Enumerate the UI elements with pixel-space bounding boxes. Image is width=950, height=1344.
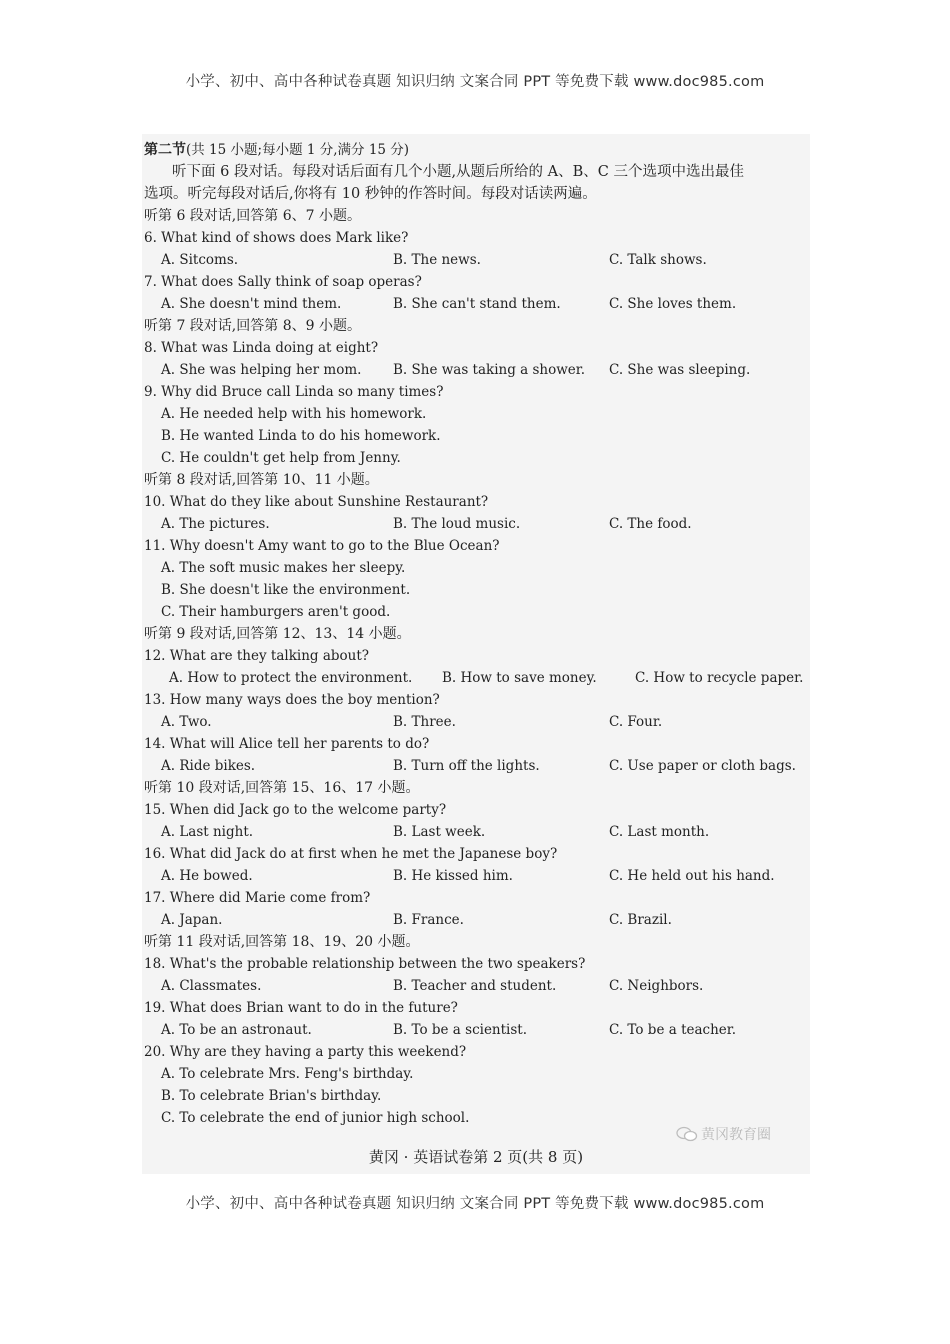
answer-option: A. Two. xyxy=(161,714,212,730)
answer-option: A. He bowed. xyxy=(161,868,253,884)
section-title: 第二节 xyxy=(144,142,186,158)
answer-option: C. Brazil. xyxy=(609,912,672,928)
answer-option: B. She was taking a shower. xyxy=(393,362,586,378)
question-stem: 11. Why doesn't Amy want to go to the Blue Ocean? xyxy=(144,538,500,554)
answer-option: C. She loves them. xyxy=(609,296,737,312)
question-stem: 10. What do they like about Sunshine Restaurant? xyxy=(144,494,489,510)
answer-option: C. Use paper or cloth bags. xyxy=(609,758,796,774)
answer-option: A. The soft music makes her sleepy. xyxy=(161,560,406,576)
answer-option: A. The pictures. xyxy=(161,516,270,532)
answer-option: C. She was sleeping. xyxy=(609,362,751,378)
dialogue-group-heading: 听第 11 段对话,回答第 18、19、20 小题。 xyxy=(144,934,420,950)
question-stem: 14. What will Alice tell her parents to do? xyxy=(144,736,430,752)
answer-option: C. Neighbors. xyxy=(609,978,704,994)
question-stem: 13. How many ways does the boy mention? xyxy=(144,692,440,708)
question-stem: 6. What kind of shows does Mark like? xyxy=(144,230,409,246)
dialogue-group-heading: 听第 7 段对话,回答第 8、9 小题。 xyxy=(144,318,361,334)
answer-option: B. Last week. xyxy=(393,824,486,840)
question-stem: 15. When did Jack go to the welcome party? xyxy=(144,802,447,818)
answer-option: C. Their hamburgers aren't good. xyxy=(161,604,391,620)
dialogue-group-heading: 听第 6 段对话,回答第 6、7 小题。 xyxy=(144,208,361,224)
answer-options-row xyxy=(144,821,808,843)
answer-option: A. Ride bikes. xyxy=(161,758,256,774)
answer-option: A. Last night. xyxy=(161,824,254,840)
question-stem: 9. Why did Bruce call Linda so many times? xyxy=(144,384,444,400)
watermark-text: 黄冈教育圈 xyxy=(701,1127,771,1143)
answer-option: B. Three. xyxy=(393,714,456,730)
answer-options-row xyxy=(144,975,808,997)
section-heading xyxy=(144,139,808,161)
answer-option: C. To be a teacher. xyxy=(609,1022,737,1038)
answer-options-row xyxy=(144,1019,808,1041)
wechat-icon xyxy=(676,1126,698,1146)
answer-option: A. She doesn't mind them. xyxy=(161,296,342,312)
question-stem: 20. Why are they having a party this weekend? xyxy=(144,1044,467,1060)
answer-option: C. The food. xyxy=(609,516,692,532)
dialogue-group-heading: 听第 9 段对话,回答第 12、13、14 小题。 xyxy=(144,626,411,642)
question-groups xyxy=(144,205,808,1129)
question-stem: 7. What does Sally think of soap operas? xyxy=(144,274,422,290)
question-stem: 16. What did Jack do at first when he met the Japanese boy? xyxy=(144,846,558,862)
answer-option: A. How to protect the environment. xyxy=(169,670,413,686)
answer-option: A. To be an astronaut. xyxy=(161,1022,312,1038)
instructions-line-2: 选项。听完每段对话后,你将有 10 秒钟的作答时间。每段对话读两遍。 xyxy=(144,186,597,202)
answer-option: A. Classmates. xyxy=(161,978,262,994)
answer-option: A. Sitcoms. xyxy=(161,252,239,268)
download-banner-bottom: 小学、初中、高中各种试卷真题 知识归纳 文案合同 PPT 等免费下载 www.doc985.com xyxy=(185,1196,765,1212)
question-stem: 17. Where did Marie come from? xyxy=(144,890,371,906)
answer-option: B. To be a scientist. xyxy=(393,1022,528,1038)
answer-options-row xyxy=(144,513,808,535)
answer-options-row xyxy=(144,909,808,931)
question-stem: 8. What was Linda doing at eight? xyxy=(144,340,379,356)
answer-option: C. He held out his hand. xyxy=(609,868,775,884)
answer-options-row xyxy=(144,667,808,689)
question-stem: 12. What are they talking about? xyxy=(144,648,369,664)
answer-option: B. Teacher and student. xyxy=(393,978,557,994)
answer-option: B. To celebrate Brian's birthday. xyxy=(161,1088,382,1104)
answer-option: C. He couldn't get help from Jenny. xyxy=(161,450,401,466)
answer-options-row xyxy=(144,249,808,271)
answer-option: C. Last month. xyxy=(609,824,710,840)
download-banner-top: 小学、初中、高中各种试卷真题 知识归纳 文案合同 PPT 等免费下载 www.doc985.com xyxy=(185,74,765,90)
answer-option: A. Japan. xyxy=(161,912,223,928)
answer-option: C. To celebrate the end of junior high school. xyxy=(161,1110,470,1126)
answer-option: B. He kissed him. xyxy=(393,868,513,884)
dialogue-group-heading: 听第 10 段对话,回答第 15、16、17 小题。 xyxy=(144,780,420,796)
answer-option: C. How to recycle paper. xyxy=(635,670,804,686)
answer-options-row xyxy=(144,755,808,777)
answer-option: B. How to save money. xyxy=(442,670,597,686)
dialogue-group-heading: 听第 8 段对话,回答第 10、11 小题。 xyxy=(144,472,379,488)
answer-option: B. The news. xyxy=(393,252,481,268)
answer-option: B. France. xyxy=(393,912,464,928)
answer-option: C. Talk shows. xyxy=(609,252,707,268)
answer-options-row xyxy=(144,865,808,887)
watermark xyxy=(676,1124,771,1146)
answer-option: A. To celebrate Mrs. Feng's birthday. xyxy=(161,1066,414,1082)
answer-option: C. Four. xyxy=(609,714,663,730)
answer-option: B. Turn off the lights. xyxy=(393,758,540,774)
answer-option: B. She doesn't like the environment. xyxy=(161,582,411,598)
page-footer: 黄冈 · 英语试卷第 2 页(共 8 页) xyxy=(368,1148,584,1166)
answer-options-row xyxy=(144,359,808,381)
answer-option: A. She was helping her mom. xyxy=(161,362,362,378)
question-stem: 18. What's the probable relationship between the two speakers? xyxy=(144,956,586,972)
answer-options-row xyxy=(144,293,808,315)
answer-option: A. He needed help with his homework. xyxy=(161,406,427,422)
exam-content xyxy=(144,139,808,1129)
answer-option: B. The loud music. xyxy=(393,516,521,532)
instructions-line-1: 听下面 6 段对话。每段对话后面有几个小题,从题后所给的 A、B、C 三个选项中选出最佳 xyxy=(172,164,744,180)
question-stem: 19. What does Brian want to do in the future? xyxy=(144,1000,458,1016)
answer-options-row xyxy=(144,711,808,733)
answer-option: B. She can't stand them. xyxy=(393,296,561,312)
answer-option: B. He wanted Linda to do his homework. xyxy=(161,428,441,444)
section-note: (共 15 小题;每小题 1 分,满分 15 分) xyxy=(186,142,410,158)
